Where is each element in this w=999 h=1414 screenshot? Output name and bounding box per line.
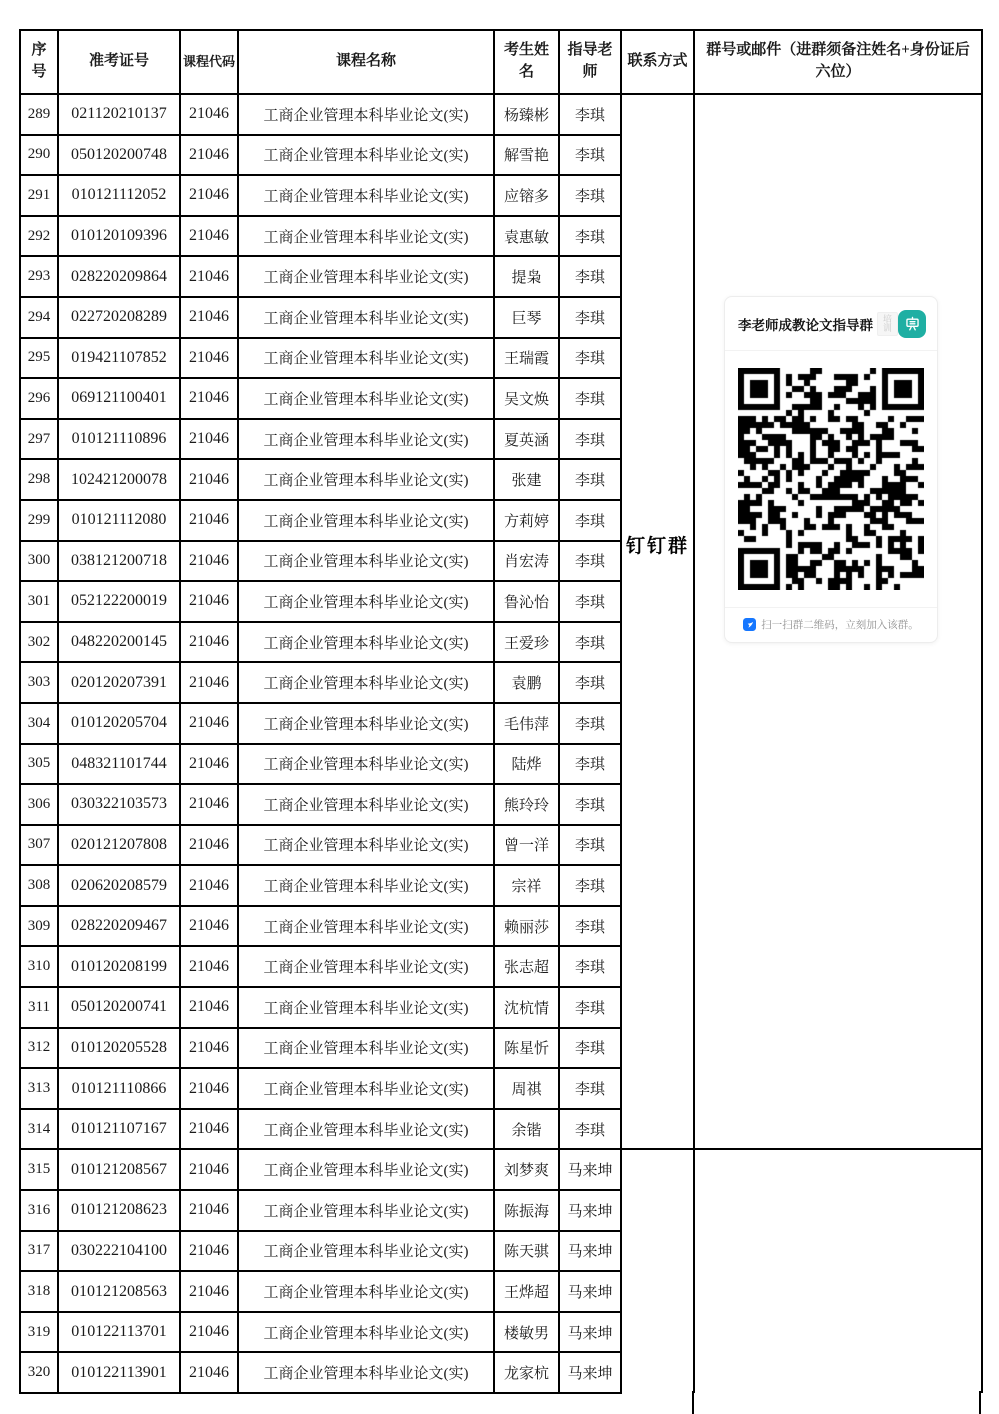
course-code: 21046 bbox=[180, 622, 238, 663]
course-name: 工商企业管理本科毕业论文(实) bbox=[238, 256, 494, 297]
row-number: 306 bbox=[20, 784, 58, 825]
course-code: 21046 bbox=[180, 256, 238, 297]
column-header-course-code: 课程代码 bbox=[180, 30, 238, 94]
student-name: 熊玲玲 bbox=[494, 784, 559, 825]
course-name: 工商企业管理本科毕业论文(实) bbox=[238, 987, 494, 1028]
course-name: 工商企业管理本科毕业论文(实) bbox=[238, 500, 494, 541]
course-name: 工商企业管理本科毕业论文(实) bbox=[238, 744, 494, 785]
exam-ticket-number: 010122113701 bbox=[58, 1312, 180, 1353]
course-code: 21046 bbox=[180, 703, 238, 744]
dingtalk-logo-icon bbox=[743, 618, 756, 631]
student-name: 陈振海 bbox=[494, 1190, 559, 1231]
exam-ticket-number: 030222104100 bbox=[58, 1231, 180, 1272]
course-name: 工商企业管理本科毕业论文(实) bbox=[238, 378, 494, 419]
row-number: 305 bbox=[20, 744, 58, 785]
column-header-index: 序号 bbox=[20, 30, 58, 94]
advisor-name: 马来坤 bbox=[559, 1312, 621, 1353]
exam-ticket-number: 010121208563 bbox=[58, 1271, 180, 1312]
student-name: 袁鹏 bbox=[494, 662, 559, 703]
advisor-name: 李琪 bbox=[559, 906, 621, 947]
student-name: 解雪艳 bbox=[494, 135, 559, 176]
row-number: 303 bbox=[20, 662, 58, 703]
row-number: 294 bbox=[20, 297, 58, 338]
course-code: 21046 bbox=[180, 1149, 238, 1190]
course-name: 工商企业管理本科毕业论文(实) bbox=[238, 825, 494, 866]
table-cutoff-line bbox=[692, 1391, 694, 1414]
exam-ticket-number: 050120200741 bbox=[58, 987, 180, 1028]
course-code: 21046 bbox=[180, 1312, 238, 1353]
exam-ticket-number: 020620208579 bbox=[58, 865, 180, 906]
advisor-name: 李琪 bbox=[559, 378, 621, 419]
student-name: 楼敏男 bbox=[494, 1312, 559, 1353]
course-name: 工商企业管理本科毕业论文(实) bbox=[238, 784, 494, 825]
student-name: 杨臻彬 bbox=[494, 94, 559, 135]
row-number: 320 bbox=[20, 1352, 58, 1393]
course-code: 21046 bbox=[180, 500, 238, 541]
course-name: 工商企业管理本科毕业论文(实) bbox=[238, 946, 494, 987]
row-number: 313 bbox=[20, 1068, 58, 1109]
contact-method-cell bbox=[621, 1149, 694, 1393]
advisor-name: 马来坤 bbox=[559, 1352, 621, 1393]
course-name: 工商企业管理本科毕业论文(实) bbox=[238, 1190, 494, 1231]
student-name: 袁惠敏 bbox=[494, 216, 559, 257]
row-number: 298 bbox=[20, 459, 58, 500]
advisor-name: 李琪 bbox=[559, 1109, 621, 1150]
advisor-name: 马来坤 bbox=[559, 1231, 621, 1272]
dingtalk-group-qr-card bbox=[724, 296, 938, 643]
advisor-name: 李琪 bbox=[559, 500, 621, 541]
advisor-name: 李琪 bbox=[559, 784, 621, 825]
student-name: 王瑞霞 bbox=[494, 338, 559, 379]
advisor-name: 李琪 bbox=[559, 581, 621, 622]
row-number: 300 bbox=[20, 541, 58, 582]
student-name: 肖宏涛 bbox=[494, 541, 559, 582]
student-name: 陆烨 bbox=[494, 744, 559, 785]
student-name: 张志超 bbox=[494, 946, 559, 987]
course-name: 工商企业管理本科毕业论文(实) bbox=[238, 94, 494, 135]
advisor-name: 李琪 bbox=[559, 256, 621, 297]
student-name: 王爱珍 bbox=[494, 622, 559, 663]
student-name: 方莉婷 bbox=[494, 500, 559, 541]
qr-card-title: 李老师成教论文指导群 bbox=[738, 317, 873, 333]
exam-ticket-number: 010121112052 bbox=[58, 175, 180, 216]
student-name: 沈杭情 bbox=[494, 987, 559, 1028]
exam-ticket-number: 010120205528 bbox=[58, 1028, 180, 1069]
contact-method-label: 钉钉群 bbox=[625, 536, 689, 557]
column-header-ticket-number: 准考证号 bbox=[58, 30, 180, 94]
advisor-name: 李琪 bbox=[559, 987, 621, 1028]
advisor-name: 李琪 bbox=[559, 662, 621, 703]
row-number: 308 bbox=[20, 865, 58, 906]
advisor-name: 李琪 bbox=[559, 459, 621, 500]
group-qr-cell bbox=[694, 94, 982, 1149]
course-name: 工商企业管理本科毕业论文(实) bbox=[238, 1068, 494, 1109]
course-name: 工商企业管理本科毕业论文(实) bbox=[238, 216, 494, 257]
course-name: 工商企业管理本科毕业论文(实) bbox=[238, 419, 494, 460]
student-name: 应镕多 bbox=[494, 175, 559, 216]
row-number: 295 bbox=[20, 338, 58, 379]
course-code: 21046 bbox=[180, 946, 238, 987]
advisor-name: 李琪 bbox=[559, 622, 621, 663]
contact-method-cell bbox=[621, 94, 694, 1149]
dingtalk-classroom-icon bbox=[898, 310, 926, 338]
course-code: 21046 bbox=[180, 865, 238, 906]
student-name: 曾一洋 bbox=[494, 825, 559, 866]
student-name: 赖丽莎 bbox=[494, 906, 559, 947]
thesis-assignment-table bbox=[19, 29, 983, 1394]
exam-ticket-number: 010121208567 bbox=[58, 1149, 180, 1190]
row-number: 311 bbox=[20, 987, 58, 1028]
exam-ticket-number: 010121110866 bbox=[58, 1068, 180, 1109]
student-name: 毛伟萍 bbox=[494, 703, 559, 744]
course-code: 21046 bbox=[180, 459, 238, 500]
course-name: 工商企业管理本科毕业论文(实) bbox=[238, 1028, 494, 1069]
exam-ticket-number: 010120205704 bbox=[58, 703, 180, 744]
course-name: 工商企业管理本科毕业论文(实) bbox=[238, 662, 494, 703]
column-header-student-name: 考生姓名 bbox=[494, 30, 559, 94]
exam-ticket-number: 052122200019 bbox=[58, 581, 180, 622]
advisor-name: 李琪 bbox=[559, 1068, 621, 1109]
exam-ticket-number: 048321101744 bbox=[58, 744, 180, 785]
course-code: 21046 bbox=[180, 1271, 238, 1312]
table-cutoff-line bbox=[979, 1391, 981, 1414]
advisor-name: 马来坤 bbox=[559, 1149, 621, 1190]
exam-ticket-number: 021120210137 bbox=[58, 94, 180, 135]
row-number: 319 bbox=[20, 1312, 58, 1353]
row-number: 315 bbox=[20, 1149, 58, 1190]
student-name: 张建 bbox=[494, 459, 559, 500]
course-code: 21046 bbox=[180, 297, 238, 338]
exam-ticket-number: 022720208289 bbox=[58, 297, 180, 338]
exam-ticket-number: 010120109396 bbox=[58, 216, 180, 257]
advisor-name: 李琪 bbox=[559, 744, 621, 785]
row-number: 302 bbox=[20, 622, 58, 663]
row-number: 304 bbox=[20, 703, 58, 744]
qr-card-footer bbox=[725, 608, 937, 641]
course-code: 21046 bbox=[180, 338, 238, 379]
qr-code-area bbox=[725, 351, 937, 608]
exam-ticket-number: 019421107852 bbox=[58, 338, 180, 379]
course-name: 工商企业管理本科毕业论文(实) bbox=[238, 175, 494, 216]
course-code: 21046 bbox=[180, 581, 238, 622]
table-row bbox=[20, 94, 982, 135]
student-name: 王烨超 bbox=[494, 1271, 559, 1312]
course-code: 21046 bbox=[180, 419, 238, 460]
row-number: 310 bbox=[20, 946, 58, 987]
exam-ticket-number: 030322103573 bbox=[58, 784, 180, 825]
advisor-name: 李琪 bbox=[559, 216, 621, 257]
row-number: 301 bbox=[20, 581, 58, 622]
course-name: 工商企业管理本科毕业论文(实) bbox=[238, 541, 494, 582]
row-number: 307 bbox=[20, 825, 58, 866]
course-code: 21046 bbox=[180, 378, 238, 419]
course-code: 21046 bbox=[180, 216, 238, 257]
advisor-name: 李琪 bbox=[559, 703, 621, 744]
course-name: 工商企业管理本科毕业论文(实) bbox=[238, 135, 494, 176]
course-name: 工商企业管理本科毕业论文(实) bbox=[238, 1352, 494, 1393]
course-name: 工商企业管理本科毕业论文(实) bbox=[238, 1271, 494, 1312]
course-code: 21046 bbox=[180, 1231, 238, 1272]
exam-ticket-number: 038121200718 bbox=[58, 541, 180, 582]
course-code: 21046 bbox=[180, 825, 238, 866]
exam-ticket-number: 020121207808 bbox=[58, 825, 180, 866]
exam-ticket-number: 010122113901 bbox=[58, 1352, 180, 1393]
course-name: 工商企业管理本科毕业论文(实) bbox=[238, 459, 494, 500]
row-number: 317 bbox=[20, 1231, 58, 1272]
row-number: 316 bbox=[20, 1190, 58, 1231]
student-name: 龙家杭 bbox=[494, 1352, 559, 1393]
advisor-name: 李琪 bbox=[559, 175, 621, 216]
header-row bbox=[20, 30, 982, 94]
course-name: 工商企业管理本科毕业论文(实) bbox=[238, 581, 494, 622]
student-name: 余锴 bbox=[494, 1109, 559, 1150]
course-code: 21046 bbox=[180, 1068, 238, 1109]
qr-code bbox=[738, 368, 924, 590]
course-code: 21046 bbox=[180, 744, 238, 785]
qr-card-badge: 培训 bbox=[877, 312, 898, 336]
exam-ticket-number: 010121107167 bbox=[58, 1109, 180, 1150]
student-name: 陈天骐 bbox=[494, 1231, 559, 1272]
column-header-advisor: 指导老师 bbox=[559, 30, 621, 94]
course-code: 21046 bbox=[180, 784, 238, 825]
student-name: 鲁沁怡 bbox=[494, 581, 559, 622]
advisor-name: 马来坤 bbox=[559, 1190, 621, 1231]
exam-ticket-number: 028220209864 bbox=[58, 256, 180, 297]
column-header-course-name: 课程名称 bbox=[238, 30, 494, 94]
row-number: 296 bbox=[20, 378, 58, 419]
course-code: 21046 bbox=[180, 135, 238, 176]
advisor-name: 李琪 bbox=[559, 94, 621, 135]
qr-card-header bbox=[725, 297, 937, 351]
advisor-name: 马来坤 bbox=[559, 1271, 621, 1312]
student-name: 宗祥 bbox=[494, 865, 559, 906]
course-code: 21046 bbox=[180, 987, 238, 1028]
advisor-name: 李琪 bbox=[559, 338, 621, 379]
course-code: 21046 bbox=[180, 94, 238, 135]
course-name: 工商企业管理本科毕业论文(实) bbox=[238, 1109, 494, 1150]
student-name: 陈星忻 bbox=[494, 1028, 559, 1069]
advisor-name: 李琪 bbox=[559, 865, 621, 906]
student-name: 夏英涵 bbox=[494, 419, 559, 460]
table-row bbox=[20, 1149, 982, 1190]
exam-ticket-number: 050120200748 bbox=[58, 135, 180, 176]
course-code: 21046 bbox=[180, 1352, 238, 1393]
row-number: 318 bbox=[20, 1271, 58, 1312]
group-qr-cell bbox=[694, 1149, 982, 1393]
advisor-name: 李琪 bbox=[559, 135, 621, 176]
row-number: 291 bbox=[20, 175, 58, 216]
course-name: 工商企业管理本科毕业论文(实) bbox=[238, 1231, 494, 1272]
course-name: 工商企业管理本科毕业论文(实) bbox=[238, 703, 494, 744]
course-name: 工商企业管理本科毕业论文(实) bbox=[238, 297, 494, 338]
advisor-name: 李琪 bbox=[559, 1028, 621, 1069]
course-code: 21046 bbox=[180, 541, 238, 582]
row-number: 312 bbox=[20, 1028, 58, 1069]
student-name: 刘梦爽 bbox=[494, 1149, 559, 1190]
row-number: 297 bbox=[20, 419, 58, 460]
advisor-name: 李琪 bbox=[559, 825, 621, 866]
advisor-name: 李琪 bbox=[559, 946, 621, 987]
qr-footer-text: 扫一扫群二维码，立刻加入该群。 bbox=[761, 619, 919, 631]
row-number: 293 bbox=[20, 256, 58, 297]
course-name: 工商企业管理本科毕业论文(实) bbox=[238, 622, 494, 663]
row-number: 309 bbox=[20, 906, 58, 947]
row-number: 314 bbox=[20, 1109, 58, 1150]
advisor-name: 李琪 bbox=[559, 297, 621, 338]
exam-ticket-number: 010121110896 bbox=[58, 419, 180, 460]
student-name: 巨琴 bbox=[494, 297, 559, 338]
advisor-name: 李琪 bbox=[559, 541, 621, 582]
course-code: 21046 bbox=[180, 662, 238, 703]
column-header-contact-method: 联系方式 bbox=[621, 30, 694, 94]
course-name: 工商企业管理本科毕业论文(实) bbox=[238, 1312, 494, 1353]
row-number: 289 bbox=[20, 94, 58, 135]
exam-ticket-number: 010121208623 bbox=[58, 1190, 180, 1231]
course-code: 21046 bbox=[180, 1190, 238, 1231]
exam-ticket-number: 102421200078 bbox=[58, 459, 180, 500]
exam-ticket-number: 028220209467 bbox=[58, 906, 180, 947]
exam-ticket-number: 069121100401 bbox=[58, 378, 180, 419]
course-code: 21046 bbox=[180, 906, 238, 947]
course-name: 工商企业管理本科毕业论文(实) bbox=[238, 1149, 494, 1190]
course-name: 工商企业管理本科毕业论文(实) bbox=[238, 865, 494, 906]
course-code: 21046 bbox=[180, 1109, 238, 1150]
student-name: 提枭 bbox=[494, 256, 559, 297]
column-header-group-or-email: 群号或邮件（进群须备注姓名+身份证后六位） bbox=[694, 30, 982, 94]
exam-ticket-number: 010120208199 bbox=[58, 946, 180, 987]
course-name: 工商企业管理本科毕业论文(实) bbox=[238, 906, 494, 947]
row-number: 290 bbox=[20, 135, 58, 176]
row-number: 292 bbox=[20, 216, 58, 257]
course-code: 21046 bbox=[180, 175, 238, 216]
course-name: 工商企业管理本科毕业论文(实) bbox=[238, 338, 494, 379]
student-name: 周祺 bbox=[494, 1068, 559, 1109]
exam-ticket-number: 048220200145 bbox=[58, 622, 180, 663]
course-code: 21046 bbox=[180, 1028, 238, 1069]
row-number: 299 bbox=[20, 500, 58, 541]
exam-ticket-number: 020120207391 bbox=[58, 662, 180, 703]
advisor-name: 李琪 bbox=[559, 419, 621, 460]
student-name: 吴文焕 bbox=[494, 378, 559, 419]
exam-ticket-number: 010121112080 bbox=[58, 500, 180, 541]
